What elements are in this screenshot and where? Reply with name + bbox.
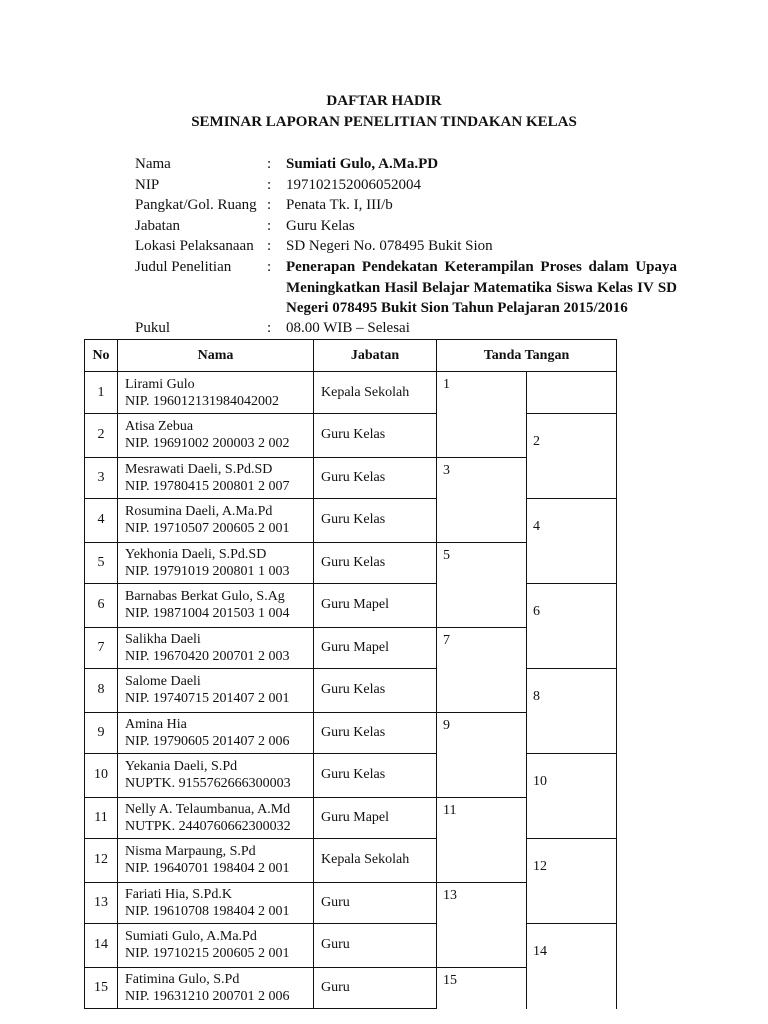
info-colon: : — [267, 320, 272, 336]
signature-space — [437, 754, 527, 798]
person-id: NIP. 19740715 201407 2 001 — [125, 691, 290, 707]
person-name: Salikha Daeli — [125, 631, 201, 647]
header-jabatan: Jabatan — [314, 340, 437, 372]
row-name-cell — [118, 414, 314, 458]
signature-slot-number: 9 — [437, 712, 527, 754]
signature-slot-number: 15 — [437, 967, 527, 1009]
signature-space — [437, 669, 527, 713]
signature-slot-number: 4 — [527, 499, 617, 543]
table-row — [85, 669, 617, 713]
table-row — [85, 712, 617, 754]
signature-space — [437, 414, 527, 458]
table-row — [85, 457, 617, 499]
signature-slot-number: 11 — [437, 797, 527, 839]
person-id: NIP. 19710215 200605 2 001 — [125, 946, 290, 962]
row-name-cell — [118, 712, 314, 754]
table-row — [85, 882, 617, 924]
row-name-cell — [118, 584, 314, 628]
row-name-cell — [118, 882, 314, 924]
person-name: Nisma Marpaung, S.Pd — [125, 844, 256, 860]
signature-slot-number: 2 — [527, 414, 617, 458]
info-colon: : — [267, 218, 272, 234]
row-name-cell — [118, 542, 314, 584]
person-id: NIP. 19780415 200801 2 007 — [125, 478, 290, 494]
info-colon: : — [267, 238, 272, 254]
person-name: Nelly A. Telaumbanua, A.Md — [125, 801, 291, 817]
row-number: 10 — [85, 754, 118, 798]
row-name-cell — [118, 839, 314, 883]
signature-space — [527, 797, 617, 839]
person-name: Rosumina Daeli, A.Ma.Pd — [125, 504, 273, 520]
signature-space — [527, 712, 617, 754]
row-jabatan: Guru — [314, 967, 437, 1009]
signature-slot-number: 8 — [527, 669, 617, 713]
person-id: NIP. 19791019 200801 1 003 — [125, 563, 290, 579]
signature-space — [527, 627, 617, 669]
signature-slot-number: 13 — [437, 882, 527, 924]
table-row — [85, 839, 617, 883]
person-id: NIP. 19610708 198404 2 001 — [125, 903, 290, 919]
row-jabatan: Guru Kelas — [314, 542, 437, 584]
table-row — [85, 542, 617, 584]
row-name-cell — [118, 669, 314, 713]
signature-space — [437, 584, 527, 628]
signature-slot-number: 3 — [437, 457, 527, 499]
row-jabatan: Guru — [314, 882, 437, 924]
person-id: NIP. 19871004 201503 1 004 — [125, 606, 290, 622]
document-title: DAFTAR HADIR — [326, 93, 442, 109]
person-id: NIP. 19631210 200701 2 006 — [125, 988, 290, 1004]
row-number: 5 — [85, 542, 118, 584]
person-name: Fariati Hia, S.Pd.K — [125, 886, 232, 902]
info-value: Penata Tk. I, III/b — [286, 197, 393, 213]
person-name: Salome Daeli — [125, 674, 201, 690]
person-name: Sumiati Gulo, A.Ma.Pd — [125, 929, 257, 945]
row-number: 12 — [85, 839, 118, 883]
info-label: Pangkat/Gol. Ruang — [135, 197, 257, 213]
person-id: NIP. 19710507 200605 2 001 — [125, 521, 290, 537]
row-number: 11 — [85, 797, 118, 839]
row-number: 7 — [85, 627, 118, 669]
table-row — [85, 584, 617, 628]
row-name-cell — [118, 754, 314, 798]
document-subtitle: SEMINAR LAPORAN PENELITIAN TINDAKAN KELAS — [191, 114, 577, 130]
info-colon: : — [267, 177, 272, 193]
info-value: 197102152006052004 — [286, 177, 421, 193]
signature-space — [527, 967, 617, 1009]
row-number: 4 — [85, 499, 118, 543]
person-id: NIP. 196012131984042002 — [125, 393, 280, 409]
signature-space — [437, 499, 527, 543]
info-value: Sumiati Gulo, A.Ma.PD — [286, 156, 439, 172]
signature-slot-number: 7 — [437, 627, 527, 669]
person-name: Atisa Zebua — [125, 419, 194, 435]
person-id: NIP. 19670420 200701 2 003 — [125, 648, 290, 664]
info-label: Lokasi Pelaksanaan — [135, 238, 254, 254]
row-jabatan: Guru — [314, 924, 437, 968]
info-colon: : — [267, 259, 272, 275]
table-header-row — [85, 340, 617, 372]
row-name-cell — [118, 797, 314, 839]
info-value: Guru Kelas — [286, 218, 355, 234]
person-name: Mesrawati Daeli, S.Pd.SD — [125, 461, 273, 477]
row-number: 6 — [85, 584, 118, 628]
table-row — [85, 627, 617, 669]
person-id: NUTPK. 2440760662300032 — [125, 818, 291, 834]
row-name-cell — [118, 924, 314, 968]
row-jabatan: Kepala Sekolah — [314, 372, 437, 414]
person-name: Fatimina Gulo, S.Pd — [125, 971, 240, 987]
signature-space — [527, 882, 617, 924]
info-label: Pukul — [135, 320, 171, 336]
header-nama: Nama — [118, 340, 314, 372]
row-jabatan: Guru Mapel — [314, 584, 437, 628]
signature-space — [437, 839, 527, 883]
person-id: NIP. 19691002 200003 2 002 — [125, 436, 290, 452]
info-value: Penerapan Pendekatan Keterampilan Proses dalam Upaya Meningkatkan Hasil Belajar Matematika Siswa Kelas IV SD Negeri 078495 Bukit Sion Tahun Pelajaran 2015/2016 — [286, 259, 677, 316]
row-jabatan: Guru Kelas — [314, 457, 437, 499]
signature-slot-number: 6 — [527, 584, 617, 628]
table-row — [85, 924, 617, 968]
header-no: No — [85, 340, 118, 372]
person-name: Barnabas Berkat Gulo, S.Ag — [125, 589, 285, 605]
row-jabatan: Guru Mapel — [314, 627, 437, 669]
row-number: 3 — [85, 457, 118, 499]
signature-slot-number: 1 — [437, 372, 527, 414]
table-row — [85, 414, 617, 458]
table-row — [85, 754, 617, 798]
row-jabatan: Guru Kelas — [314, 414, 437, 458]
signature-space — [527, 542, 617, 584]
person-name: Yekania Daeli, S.Pd — [125, 759, 238, 775]
row-jabatan: Guru Kelas — [314, 712, 437, 754]
row-number: 1 — [85, 372, 118, 414]
row-name-cell — [118, 967, 314, 1009]
table-row — [85, 797, 617, 839]
row-name-cell — [118, 372, 314, 414]
row-jabatan: Guru Kelas — [314, 669, 437, 713]
row-number: 14 — [85, 924, 118, 968]
row-jabatan: Guru Mapel — [314, 797, 437, 839]
info-label: Nama — [135, 156, 171, 172]
table-row — [85, 967, 617, 1009]
person-id: NUPTK. 9155762666300003 — [125, 776, 291, 792]
row-name-cell — [118, 627, 314, 669]
info-colon: : — [267, 197, 272, 213]
row-number: 9 — [85, 712, 118, 754]
info-colon: : — [267, 156, 272, 172]
info-label: NIP — [135, 177, 160, 193]
row-name-cell — [118, 499, 314, 543]
info-label: Jabatan — [135, 218, 180, 234]
person-id: NIP. 19790605 201407 2 006 — [125, 733, 290, 749]
row-jabatan: Guru Kelas — [314, 499, 437, 543]
row-number: 13 — [85, 882, 118, 924]
attendance-table — [84, 339, 617, 1009]
signature-slot-number: 5 — [437, 542, 527, 584]
signature-slot-number: 14 — [527, 924, 617, 968]
person-name: Yekhonia Daeli, S.Pd.SD — [125, 546, 267, 562]
row-number: 8 — [85, 669, 118, 713]
signature-space — [527, 457, 617, 499]
signature-slot-number: 10 — [527, 754, 617, 798]
row-jabatan: Guru Kelas — [314, 754, 437, 798]
signature-space — [527, 372, 617, 414]
info-value: SD Negeri No. 078495 Bukit Sion — [286, 238, 493, 254]
header-tanda-tangan: Tanda Tangan — [437, 340, 617, 372]
signature-space — [437, 924, 527, 968]
person-id: NIP. 19640701 198404 2 001 — [125, 861, 290, 877]
info-value: 08.00 WIB – Selesai — [286, 320, 410, 336]
signature-slot-number: 12 — [527, 839, 617, 883]
person-name: Amina Hia — [125, 716, 187, 732]
table-row — [85, 372, 617, 414]
info-label: Judul Penelitian — [135, 259, 232, 275]
row-number: 15 — [85, 967, 118, 1009]
row-name-cell — [118, 457, 314, 499]
table-row — [85, 499, 617, 543]
row-number: 2 — [85, 414, 118, 458]
row-jabatan: Kepala Sekolah — [314, 839, 437, 883]
person-name: Lirami Gulo — [125, 376, 195, 392]
